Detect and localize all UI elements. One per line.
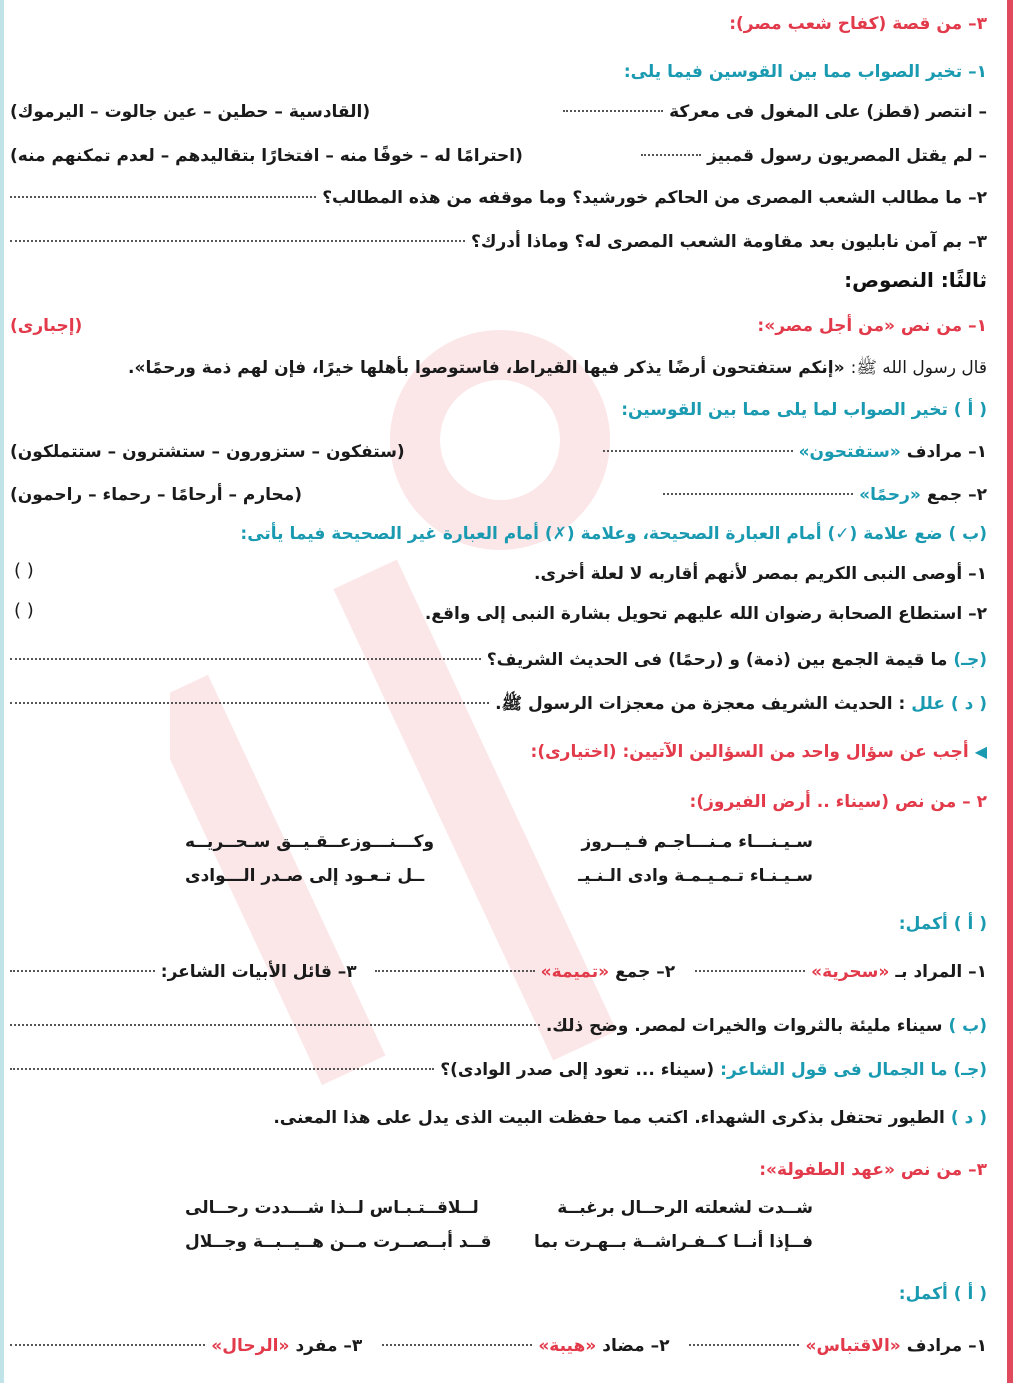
- check-box[interactable]: ( ): [14, 560, 34, 581]
- right-border: [1007, 0, 1013, 1383]
- verse-right: فــإذا أنــا كــفـراشــة بــهـرت بما: [533, 1232, 813, 1252]
- text1-b2: ٢– استطاع الصحابة رضوان الله عليهم تحويل بشارة النبى إلى واقع.: [424, 604, 987, 624]
- answer-blank[interactable]: [375, 970, 535, 972]
- mandatory-tag: (إجبارى): [10, 316, 83, 336]
- answer-blank[interactable]: [689, 1344, 799, 1346]
- story-q2: ٢– ما مطالب الشعب المصرى من الحاكم خورشيد؟ وما موقفه من هذه المطالب؟: [10, 186, 987, 210]
- answer-line[interactable]: [10, 240, 465, 242]
- verse-left: وكـــنـــوزعــقـيــق سـحــريــه: [185, 832, 435, 852]
- story-q1-title: ١– تخير الصواب مما بين القوسين فيما يلى:: [623, 62, 987, 82]
- answer-blank[interactable]: [382, 1344, 532, 1346]
- verse-left: قــد أبــصــرت مــن هــيــبــة وجــلال: [185, 1232, 492, 1252]
- text1-c: (جـ) ما قيمة الجمع بين (ذمة) و (رحمًا) فى الحديث الشريف؟: [10, 648, 987, 672]
- answer-line[interactable]: [10, 702, 489, 704]
- text1-d: ( د ) علل : الحديث الشريف معجزة من معجزات الرسول ﷺ.: [10, 692, 987, 716]
- story-q1b: – لم يقتل المصريون رسول قمبيز (احترامًا له – خوفًا منه – افتخارًا بتقاليدهم – لعدم تمكنهم منه): [10, 146, 987, 166]
- answer-line[interactable]: [10, 196, 316, 198]
- verse-left: ــل تـعـود إلى صـدر الـــوادى: [185, 866, 425, 886]
- answer-blank[interactable]: [663, 493, 853, 495]
- verse-left: لــلاقــتـبـاس لــذا شـــددت رحــالى: [185, 1198, 479, 1218]
- answer-blank[interactable]: [603, 450, 793, 452]
- text2-a-title: ( أ ) أكمل:: [898, 914, 987, 934]
- text1-title: ١– من نص «من أجل مصر»: (إجبارى): [10, 316, 987, 336]
- text3-a-title: ( أ ) أكمل:: [898, 1284, 987, 1304]
- verse-right: سـيـنـــاء مـنـــاجـم فـيــروز: [581, 832, 813, 852]
- story-section-title: ٣– من قصة (كفاح شعب مصر):: [729, 14, 987, 34]
- text3-title: ٣– من نص «عهد الطفولة»:: [759, 1160, 987, 1180]
- hadith: قال رسول الله ﷺ: «إنكم ستفتحون أرضًا يذكر فيها القيراط، فاستوصوا بأهلها خيرًا، فإن لهم ذمة ورحمًا».: [128, 358, 987, 378]
- text2-a-items: ١– المراد بـ «سحرية» ٢– جمع «تميمة» ٣– قائل الأبيات الشاعر:: [10, 960, 987, 984]
- verse-right: سـيـنـاء تـمـيـمـة وادى الـنـيـ: [578, 866, 813, 886]
- arrow-left-icon: ◀: [974, 742, 987, 761]
- answer-line[interactable]: [10, 970, 155, 972]
- answer-blank[interactable]: [695, 970, 805, 972]
- left-border: [0, 0, 4, 1383]
- answer-line[interactable]: [10, 658, 481, 660]
- text1-a1: ١– مرادف «ستفتحون» (ستفكون – ستزورون – ستشترون – ستتملكون): [10, 442, 987, 462]
- answer-blank[interactable]: [641, 154, 701, 156]
- text1-b1: ١– أوصى النبى الكريم بمصر لأنهم أقاربه لا لعلة أخرى.: [534, 564, 987, 584]
- answer-line[interactable]: [10, 1024, 540, 1026]
- text2-title: ٢ – من نص (سيناء .. أرض الفيروز):: [689, 792, 987, 812]
- text1-b-title: (ب ) ضع علامة (✓) أمام العبارة الصحيحة، وعلامة (✗) أمام العبارة غير الصحيحة فيما يأتى:: [240, 524, 987, 544]
- answer-line[interactable]: [10, 1068, 434, 1070]
- watermark-logo: [170, 290, 690, 1170]
- texts-title: ثالثًا: النصوص:: [844, 268, 987, 292]
- answer-blank[interactable]: [563, 110, 663, 112]
- optional-instruction: ◀ أجب عن سؤال واحد من السؤالين الآتيين: (اختيارى):: [530, 742, 987, 762]
- answer-line[interactable]: [10, 1344, 205, 1346]
- text3-a-items: ١– مرادف «الاقتباس» ٢– مضاد «هيبة» ٣– مفرد «الرحال»: [10, 1334, 987, 1358]
- text2-b: (ب ) سيناء مليئة بالثروات والخيرات لمصر. وضح ذلك.: [10, 1014, 987, 1038]
- verse-right: شــدت لشعلته الرحــال برغبــة: [557, 1198, 813, 1218]
- text1-a-title: ( أ ) تخير الصواب لما يلى مما بين القوسين:: [621, 400, 987, 420]
- text2-d: ( د ) الطيور تحتفل بذكرى الشهداء. اكتب مما حفظت البيت الذى يدل على هذا المعنى.: [273, 1108, 987, 1128]
- story-q3: ٣– بم آمن نابليون بعد مقاومة الشعب المصرى له؟ وماذا أدرك؟: [10, 230, 987, 254]
- story-q1a: – انتصر (قطز) على المغول فى معركة (القادسية – حطين – عين جالوت – اليرموك): [10, 102, 987, 122]
- text1-a2: ٢– جمع «رحمًا» (محارم – أرحامًا – رحماء – راحمون): [10, 485, 987, 505]
- check-box[interactable]: ( ): [14, 600, 34, 621]
- text2-c: (جـ) ما الجمال فى قول الشاعر: (سيناء ... تعود إلى صدر الوادى)؟: [10, 1058, 987, 1082]
